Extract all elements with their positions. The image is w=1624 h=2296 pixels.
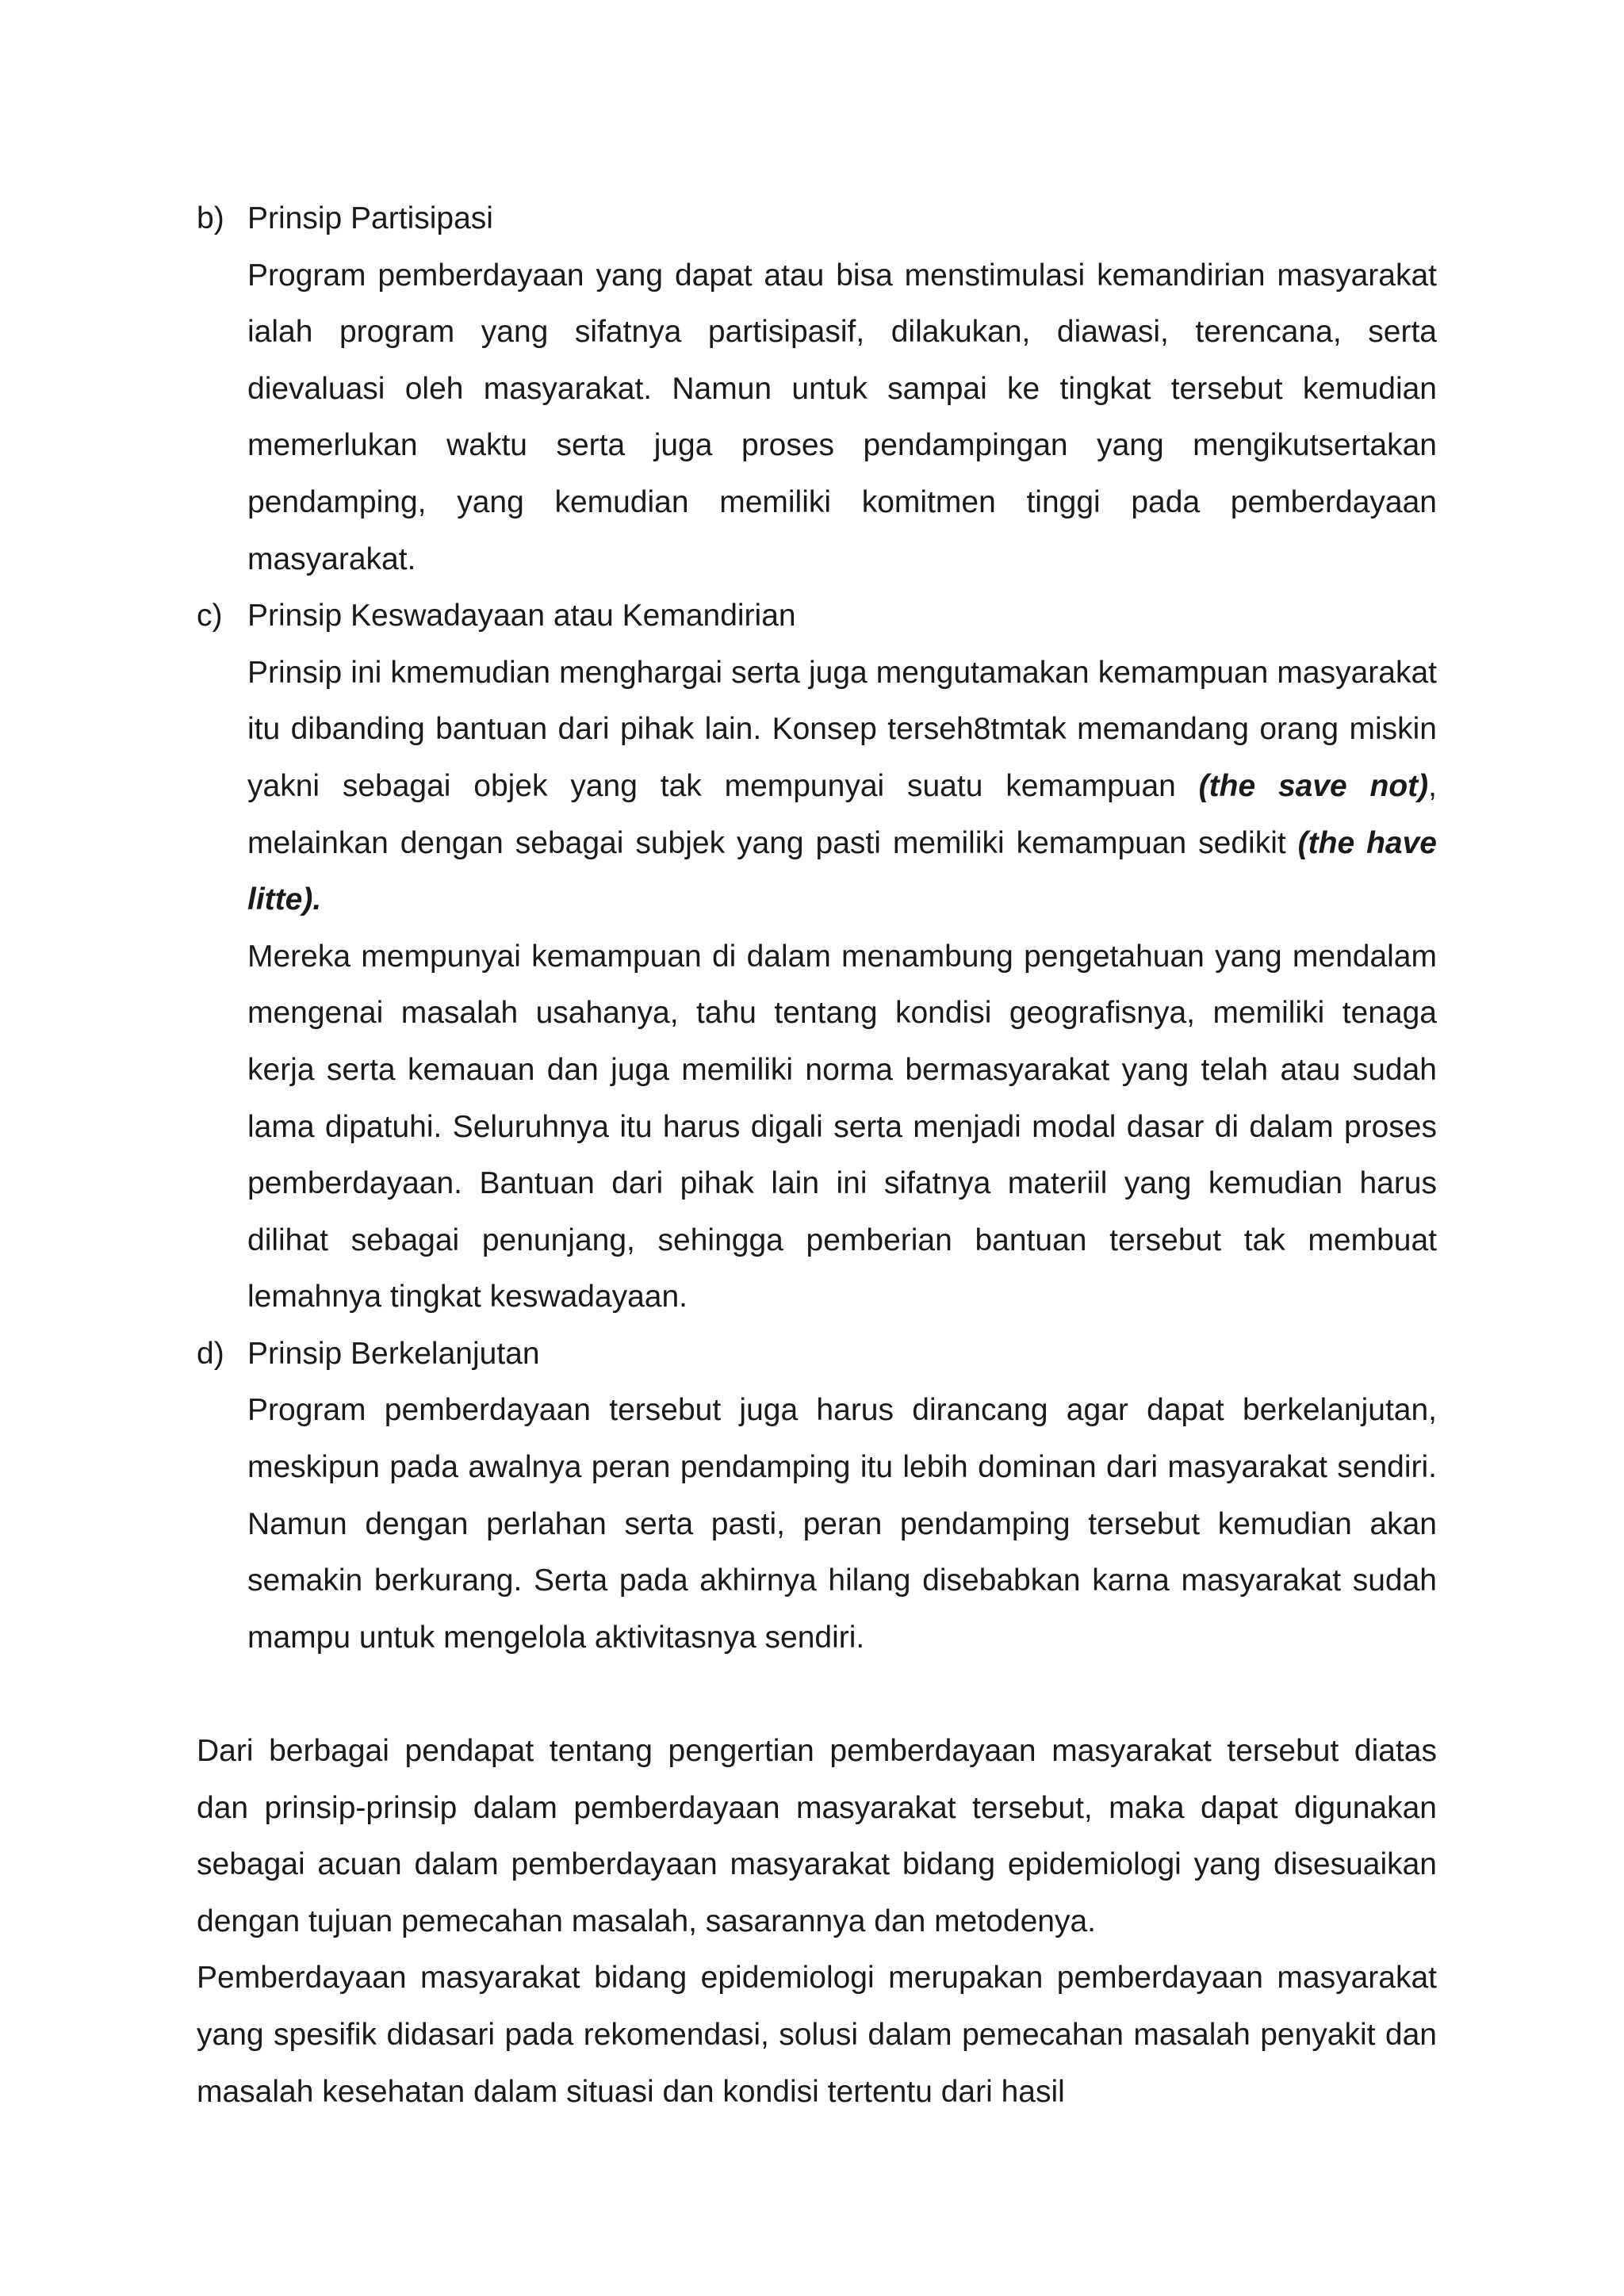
list-item-prinsip-berkelanjutan: [197, 1326, 1437, 1667]
emphasis-text: (the save not): [1198, 768, 1429, 803]
paragraph-text: , melainkan dengan sebagai subjek yang pasti memiliki kemampuan sedikit: [247, 768, 1438, 860]
paragraph-text: Prinsip ini kmemudian menghargai serta juga mengutamakan kemampuan masyarakat itu dibanding bantuan dari pihak lain. Konsep terseh8tmtak memandang orang miskin yakni sebagai objek yang tak mempunyai suatu kemampuan: [247, 655, 1437, 803]
paragraph-spacer: [197, 1666, 1437, 1723]
section-heading: Prinsip Keswadayaan atau Kemandirian: [247, 599, 796, 633]
paragraph: [247, 645, 1437, 928]
list-marker: d): [197, 1336, 224, 1371]
section-heading: Prinsip Berkelanjutan: [247, 1336, 540, 1371]
list-marker: b): [197, 201, 224, 235]
body-paragraph: Dari berbagai pendapat tentang pengertian pemberdayaan masyarakat tersebut diatas dan prinsip-prinsip dalam pemberdayaan masyarakat tersebut, maka dapat digunakan sebagai acuan dalam pemberdayaan masyarakat bidang epidemiologi yang disesuaikan dengan tujuan pemecahan masalah, sasarannya dan metodenya.: [197, 1734, 1437, 1938]
section-heading: Prinsip Partisipasi: [247, 201, 493, 235]
document-body: [197, 190, 1437, 2120]
paragraph: Program pemberdayaan tersebut juga harus dirancang agar dapat berkelanjutan, meskipun pada awalnya peran pendamping itu lebih dominan dari masyarakat sendiri. Namun dengan perlahan serta pasti, peran pendamping tersebut kemudian akan semakin berkurang. Serta pada akhirnya hilang disebabkan karna masyarakat sudah mampu untuk mengelola aktivitasnya sendiri.: [247, 1393, 1437, 1655]
list-item-prinsip-partisipasi: [197, 190, 1437, 587]
emphasis-text: (the have litte).: [247, 825, 1437, 917]
paragraph: Program pemberdayaan yang dapat atau bisa menstimulasi kemandirian masyarakat ialah program yang sifatnya partisipasif, dilakukan, diawasi, terencana, serta dievaluasi oleh masyarakat. Namun untuk sampai ke tingkat tersebut kemudian memerlukan waktu serta juga proses pendampingan yang mengikutsertakan pendamping, yang kemudian memiliki komitmen tinggi pada pemberdayaan masyarakat.: [247, 258, 1437, 576]
body-paragraph: Pemberdayaan masyarakat bidang epidemiologi merupakan pemberdayaan masyarakat yang spesifik didasari pada rekomendasi, solusi dalam pemecahan masalah penyakit dan masalah kesehatan dalam situasi dan kondisi tertentu dari hasil: [197, 1961, 1437, 2109]
paragraph: Mereka mempunyai kemampuan di dalam menambung pengetahuan yang mendalam mengenai masalah usahanya, tahu tentang kondisi geografisnya, memiliki tenaga kerja serta kemauan dan juga memiliki norma bermasyarakat yang telah atau sudah lama dipatuhi. Seluruhnya itu harus digali serta menjadi modal dasar di dalam proses pemberdayaan. Bantuan dari pihak lain ini sifatnya materiil yang kemudian harus dilihat sebagai penunjang, sehingga pemberian bantuan tersebut tak membuat lemahnya tingkat keswadayaan.: [247, 939, 1437, 1314]
list-item-prinsip-keswadayaan: [197, 587, 1437, 1326]
list-marker: c): [197, 599, 223, 633]
